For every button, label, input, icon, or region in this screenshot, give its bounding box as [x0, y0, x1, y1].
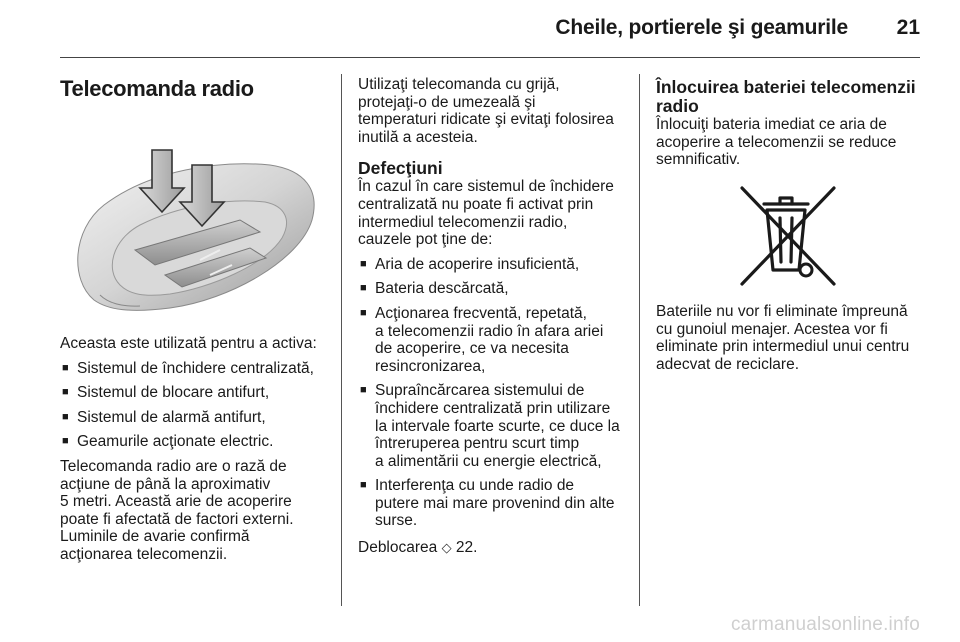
list-item: ■ Sistemul de blocare antifurt,: [62, 384, 270, 402]
list-item: ■ Acţionarea frecventă, repetată, a telecomenzii radio în afara ariei de acoperire, ce va necesita resincronizarea,: [360, 304, 604, 375]
square-bullet-icon: ■: [360, 384, 367, 397]
malfunctions-paragraph: În cazul în care sistemul de închidere centralizată nu poate fi activat prin intermediul telecomenzii radio, cauzele pot ţine de:: [358, 178, 614, 249]
column-2-text: [358, 76, 630, 557]
square-bullet-icon: ■: [62, 386, 69, 399]
column-divider-2: [639, 74, 640, 606]
square-bullet-icon: ■: [360, 306, 367, 319]
column-1-text: [60, 335, 335, 564]
range-paragraph: Telecomanda radio are o rază de acţiune de până la aproximativ 5 metri. Această arie de acoperire poate fi afectată de factori externi. Luminile de avarie confirmă acţionarea telecomenzii.: [60, 457, 294, 563]
square-bullet-icon: ■: [360, 479, 367, 492]
square-bullet-icon: ■: [62, 361, 69, 374]
activation-list: [60, 360, 335, 451]
list-item: ■ Sistemul de închidere centralizată,: [62, 359, 314, 377]
page-header-title: Cheile, portierele şi geamurile: [555, 16, 848, 39]
list-item: ■ Interferenţa cu unde radio de putere mai mare provenind din alte surse.: [360, 477, 615, 530]
care-paragraph: Utilizaţi telecomanda cu grijă, protejaţi-o de umezeală şi temperaturi ridicate şi evitaţi folosirea inutilă a acesteia.: [358, 76, 614, 146]
crossed-bin-icon: [736, 184, 840, 288]
causes-list: [358, 256, 630, 530]
list-item: ■ Sistemul de alarmă antifurt,: [62, 408, 266, 426]
square-bullet-icon: ■: [360, 282, 367, 295]
disposal-text: [656, 303, 931, 373]
reference-arrow-icon: ◇: [441, 540, 452, 556]
battery-heading: Înlocuirea bateriei telecomenzii radio: [656, 77, 916, 116]
watermark: carmanualsonline.info: [730, 614, 920, 635]
section-title: Telecomanda radio: [60, 76, 254, 101]
square-bullet-icon: ■: [360, 257, 367, 270]
disposal-paragraph: Bateriile nu vor fi eliminate împreună cu gunoiul menajer. Acestea vor fi eliminate prin intermediul unui centru adecvat de reciclare.: [656, 303, 910, 373]
column-divider-1: [341, 74, 342, 606]
page-number: 21: [896, 16, 920, 39]
list-item: ■ Bateria descărcată,: [360, 280, 509, 298]
intro-text: Aceasta este utilizată pentru a activa:: [60, 335, 317, 352]
battery-paragraph: Înlocuiţi bateria imediat ce aria de acoperire a telecomenzii se reduce semnificativ.: [656, 116, 897, 169]
square-bullet-icon: ■: [62, 410, 69, 423]
square-bullet-icon: ■: [62, 435, 69, 448]
remote-key-illustration: [60, 110, 330, 315]
list-item: ■ Aria de acoperire insuficientă,: [360, 255, 580, 273]
header-divider: [60, 57, 920, 58]
malfunctions-heading: Defecţiuni: [358, 158, 443, 179]
list-item: ■ Geamurile acţionate electric.: [62, 433, 274, 451]
list-item: ■ Supraîncărcarea sistemului de închidere centralizată prin utilizare la intervale foarte scurte, ce duce la întreruperea pentru scurt timp a alimentării cu energie electrică,: [360, 382, 620, 470]
cross-reference[interactable]: Deblocarea ◇ 22.: [358, 539, 478, 557]
column-3-text: [656, 78, 926, 169]
